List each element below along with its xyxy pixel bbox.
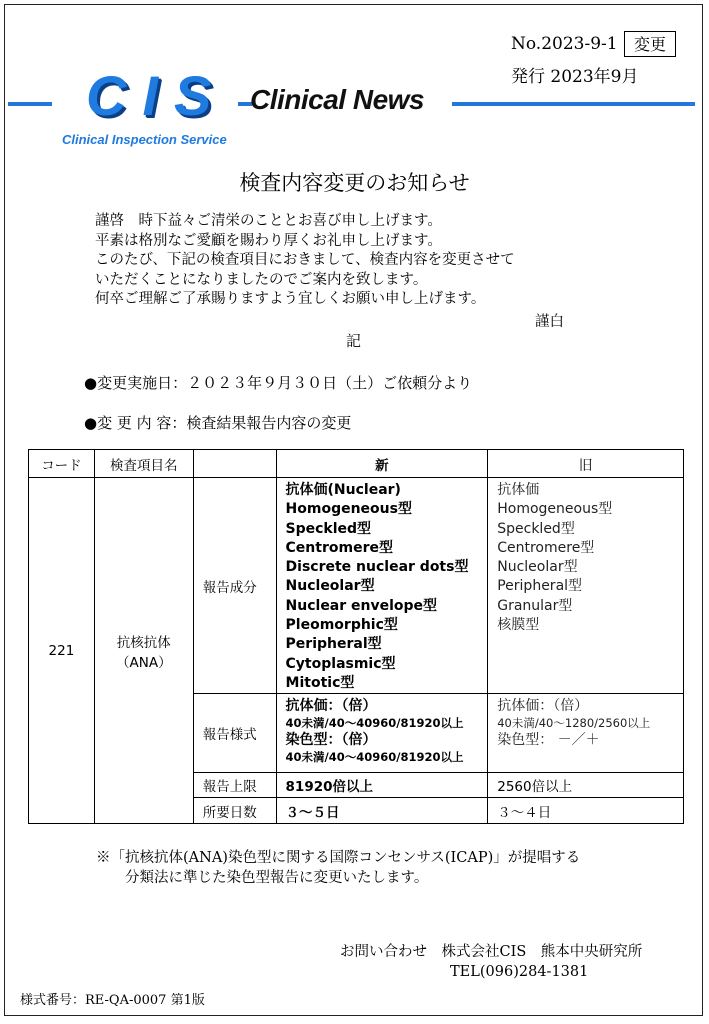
- header-rule-right: [452, 102, 695, 106]
- format-range: 40未満/40～40960/81920以上: [285, 716, 464, 731]
- list-item: 抗体価: [497, 482, 540, 498]
- row-label: 報告成分: [193, 478, 276, 694]
- greeting-text: [95, 212, 515, 310]
- list-item: Speckled型: [497, 520, 575, 537]
- greeting-line: 何卒ご理解ご了承賜りますよう宜しくお願い申し上げます。: [95, 291, 486, 307]
- greeting-line: 平素は格別なご愛顧を賜わり厚くお礼申し上げます。: [95, 232, 442, 249]
- format-line: 抗体価：（倍）: [497, 698, 589, 715]
- list-item: Homogeneous型: [497, 501, 613, 518]
- form-number: 様式番号：RE-QA-0007 第1版: [20, 993, 205, 1008]
- document-number: No.2023-9-1: [511, 34, 618, 54]
- format-line: 抗体価：（倍）: [285, 698, 377, 715]
- row-label: 報告上限: [193, 773, 276, 798]
- new-upper-limit: 81920倍以上: [276, 773, 488, 798]
- list-item: Mitotic型: [285, 674, 355, 691]
- header-rule-left: [8, 102, 52, 106]
- contact-company: お問い合わせ 株式会社CIS 熊本中央研究所: [340, 944, 643, 960]
- row-label: 報告様式: [193, 694, 276, 773]
- new-format: [276, 694, 488, 773]
- list-item: Discrete nuclear dots型: [285, 559, 469, 576]
- newsletter-name: Clinical News: [250, 84, 425, 115]
- list-item: Peripheral型: [285, 636, 382, 653]
- list-item: Peripheral型: [497, 578, 583, 595]
- footnote-line: ※「抗核抗体(ANA)染色型に関する国際コンセンサス(ICAP)」が提唱する: [96, 850, 581, 866]
- header-new: 新: [276, 450, 488, 478]
- item-name: 抗核抗体: [116, 634, 171, 651]
- contact-phone: TEL(096)284-1381: [450, 964, 589, 980]
- closing-word: 謹白: [535, 314, 564, 330]
- change-date: ●変更実施日：２０２３年９月３０日（土）ご依頼分より: [84, 374, 473, 392]
- old-days: ３～４日: [488, 798, 684, 824]
- list-item: Granular型: [497, 597, 573, 614]
- list-item: Cytoplasmic型: [285, 655, 396, 672]
- ki-heading: 記: [346, 332, 362, 350]
- revision-badge: 変更: [624, 31, 676, 57]
- footnote: [96, 848, 580, 888]
- old-format: [488, 694, 684, 773]
- format-line: 染色型：（倍）: [285, 732, 377, 749]
- issue-date: 発行 2023年9月: [511, 67, 639, 87]
- cis-logo: CIS: [86, 64, 228, 127]
- page-title: 検査内容変更のお知らせ: [239, 171, 470, 195]
- item-abbrev: （ANA）: [116, 654, 172, 671]
- format-range: 40未満/40～40960/81920以上: [285, 750, 464, 765]
- table-row: [29, 478, 684, 694]
- list-item: Centromere型: [285, 539, 393, 556]
- format-line: 染色型： －／＋: [497, 732, 600, 749]
- greeting-line: 謹啓 時下益々ご清栄のこととお喜び申し上げます。: [95, 213, 442, 229]
- footnote-line: 分類法に準じた染色型報告に変更いたします。: [96, 870, 429, 886]
- header-old: 旧: [488, 450, 684, 478]
- new-components: [276, 478, 488, 694]
- table-header-row: [29, 450, 684, 478]
- change-table: [28, 449, 684, 824]
- header-code: コード: [29, 450, 95, 478]
- logo-subtitle: Clinical Inspection Service: [62, 132, 227, 147]
- greeting-line: いただくことになりましたのでご案内を致します。: [95, 271, 428, 288]
- list-item: Pleomorphic型: [285, 617, 398, 634]
- old-upper-limit: 2560倍以上: [488, 773, 684, 798]
- list-item: Nucleolar型: [285, 578, 375, 595]
- contact-info: [340, 942, 642, 982]
- old-components: [488, 478, 684, 694]
- new-days: ３～５日: [276, 798, 488, 824]
- greeting-line: このたび、下記の検査項目におきまして、検査内容を変更させて: [95, 252, 515, 268]
- list-item: Nuclear envelope型: [285, 597, 438, 614]
- list-item: Speckled型: [285, 520, 372, 537]
- code-cell: 221: [29, 478, 95, 824]
- list-item: 抗体価(Nuclear): [285, 482, 401, 498]
- list-item: 核膜型: [497, 617, 540, 634]
- row-label: 所要日数: [193, 798, 276, 824]
- header-item: 検査項目名: [94, 450, 193, 478]
- header-blank: [193, 450, 276, 478]
- change-content: ●変 更 内 容：検査結果報告内容の変更: [84, 414, 352, 432]
- format-range: 40未満/40～1280/2560以上: [497, 716, 651, 731]
- list-item: Nucleolar型: [497, 559, 578, 576]
- list-item: Centromere型: [497, 539, 595, 556]
- item-cell: [94, 478, 193, 824]
- list-item: Homogeneous型: [285, 501, 412, 518]
